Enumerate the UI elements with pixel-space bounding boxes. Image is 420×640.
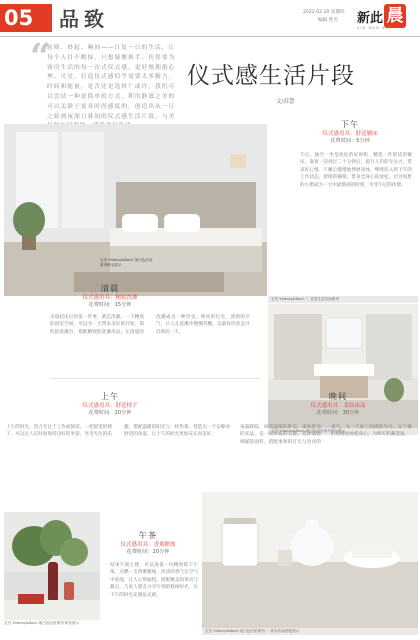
masthead-subtitle: XIN WAN BAO	[357, 26, 393, 30]
section-divider	[50, 378, 260, 379]
section-title: 品致	[59, 7, 109, 31]
header-divider	[0, 36, 420, 37]
plant-wine-photo	[4, 512, 100, 620]
segment-product-morning: 仪式感用具：精致洗漱	[82, 295, 138, 301]
segment-text-morning: 早晨起床后的第一件事，就是洗漱。一个精致的浴室空间，可以为一天带来美好的开始。简约的洗漱台，搭配精致的洗漱用品，让清晨的洗漱成为一种享受。明亮的灯光、清新的空气，让人在洗漱中慢慢苏醒，以最好的状态开启新的一天。	[50, 315, 250, 335]
segment-product-forenoon: 仪式感用具：舒适椅子	[82, 403, 138, 409]
segment-title-afternoon: 下午	[340, 119, 360, 129]
candle-tableware-photo	[202, 492, 418, 628]
masthead-text: 新此	[357, 11, 384, 26]
photo-caption-bar: 宝杰 Villeroy&Boch ｜ 宜居生活空间系列	[268, 296, 418, 303]
issue-date: 2022 02 10 星期四	[303, 10, 345, 15]
segment-text-evening: 夜幕降临，回到温暖的卧室。柔软舒适的床品，是一夜好眠的关键。选择质感细腻的面料，搭配柔和的灯光与淡淡的香气，为一天画上圆满的句号。在宁静的夜晚里放松身心，为明天积蓄能量。	[240, 425, 412, 445]
segment-time-teatime: 花费时间：20分钟	[126, 549, 170, 555]
segment-title-forenoon: 上午	[100, 391, 120, 401]
segment-title-evening: 晚间	[328, 391, 348, 401]
article-author: 文/苏慧	[276, 99, 295, 105]
intro-paragraph: 轮晴、晨起、晌间——日复一日的生活，让每个人目不暇接，只想疑搬换手。仿徨要为客房生活的每一次式仪式感，更好地拥抱心理。可是，打造仪式感似乎需要太多精力，时间和能量，是否还是选择？或许，我们可以尝试一种更简单的方式，利用静谧之美的可以关联于更具时尚感度的，创造出从一日之始到夜深日暮间的仪式感生活片段，与美	[47, 45, 175, 120]
segment-text-afternoon: 午后，抽空一坐是放松的好时机，精选一件舒适的躺床，靠着一次再过二十分钟后，提升人们的专注力，带来好心情。午睡后慢慢地伸展身体，继续投入到下午的工作状态，舒缓的躺椅，带来全身心的放松。让这短暂的小憩成为一天中最悠闲的时刻，享受午后的休憩。	[300, 153, 412, 188]
segment-title-morning: 清晨	[100, 283, 120, 293]
segment-time-forenoon: 花费时间：20分钟	[88, 410, 132, 416]
photo-caption: 宝杰 Villeroy&Boch 纯白色浴室系列卧室展示	[100, 258, 153, 268]
photo-caption: 宝杰 Villeroy&Boch 纯白色浴室系列 卧室展示	[4, 621, 80, 625]
segment-product-teatime: 仪式感用具：香薰蜡烛	[120, 542, 176, 548]
segment-title-teatime: 午茶	[138, 530, 158, 540]
editor-credit: 编辑 姓名	[318, 18, 338, 23]
segment-text-forenoon: 上午的时光，适合专注于工作或阅读。一把舒适的椅子，可以让人长时间保持良好的坐姿，享受专注的乐趣。搭配温暖的阳光与一杯热茶，营造出一个安静而舒适的角落，让上午的时光更加充实而美好。	[6, 425, 230, 438]
segment-text-teatime: 结束午间小憩，可以准备一份精致的下午茶。点燃一支香薰蜡烛，淡淡的香气在空气中弥漫，让人心情愉悦。搭配精美的茶具与甜点，与家人朋友分享片刻的悠闲时光，让下午的时光充满仪式感。	[110, 563, 198, 598]
page-number: 05	[0, 4, 52, 32]
article-title: 仪式感生活片段	[187, 63, 355, 89]
segment-time-evening: 花费时间：30分钟	[316, 410, 360, 416]
newspaper-logo	[357, 4, 406, 28]
segment-product-evening: 仪式感用具：柔软床品	[310, 403, 366, 409]
masthead-badge: 晨	[384, 4, 406, 28]
segment-product-afternoon: 仪式感用具：舒适躺床	[322, 131, 378, 137]
photo-caption-bar: 宝杰 Villeroy&Boch 纯白色浴室系列浴室展示	[268, 428, 418, 435]
segment-time-morning: 花费时间：15分钟	[88, 302, 132, 308]
segment-time-afternoon: 花费时间：5分钟	[330, 138, 370, 144]
photo-caption-bar: 宝杰 Villeroy&Boch 纯白色浴室系列 ｜ 卧室软装搭配展示	[202, 628, 418, 635]
bedroom-photo	[4, 124, 267, 296]
quote-mark-icon: “	[30, 36, 51, 78]
